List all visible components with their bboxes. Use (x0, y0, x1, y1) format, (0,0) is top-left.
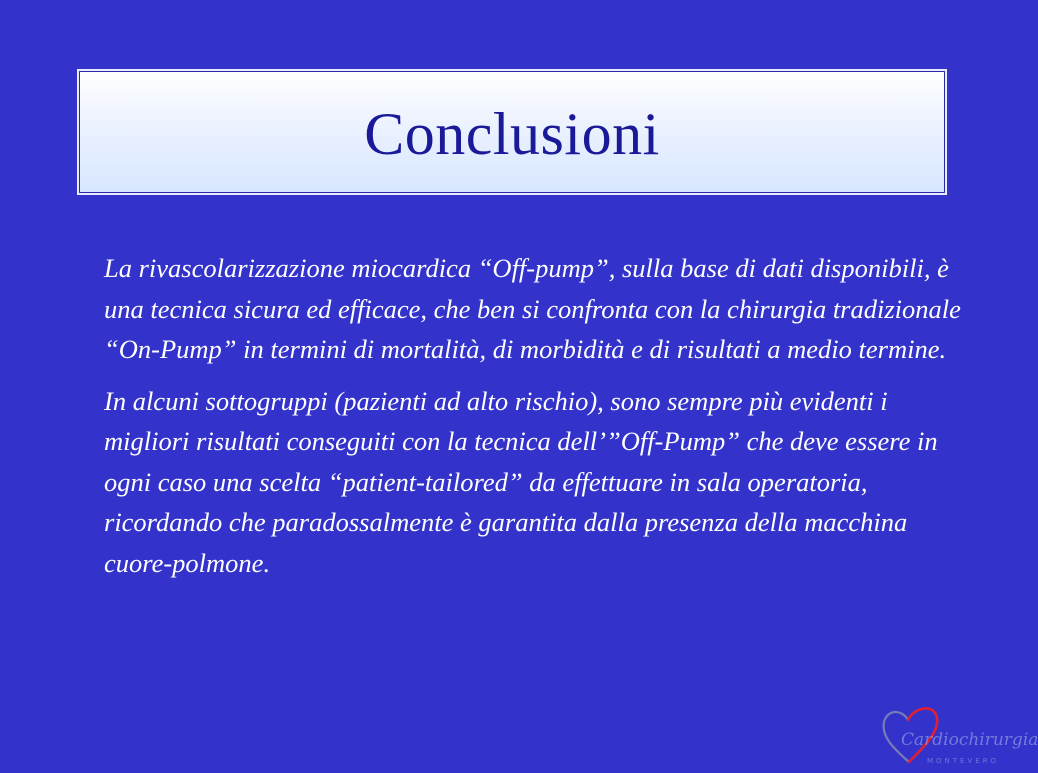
slide-title: Conclusioni (364, 101, 660, 167)
logo-subtitle: MONTEVERO (927, 757, 1000, 765)
title-box (77, 69, 947, 195)
cardiochirurgia-logo (879, 700, 1038, 768)
conclusion-paragraph-2: In alcuni sottogruppi (pazienti ad alto rischio), sono sempre più evidenti i migliori risultati conseguiti con la tecnica dell’”Off-Pump” che deve essere in ogni caso una scelta “patient-tailored” da effettuare in sala operatoria, ricordando che paradossalmente è garantita dalla presenza della macchina cuore-polmone. (104, 385, 938, 578)
conclusion-paragraph-1: La rivascolarizzazione miocardica “Off-pump”, sulla base di dati disponibili, è una tecnica sicura ed efficace, che ben si confronta con la chirurgia tradizionale “On-Pump” in termini di mortalità, di morbidità e di risultati a medio termine. (104, 253, 961, 364)
body-text (104, 248, 964, 583)
logo-wordmark: Cardiochirurgia (901, 730, 1038, 750)
